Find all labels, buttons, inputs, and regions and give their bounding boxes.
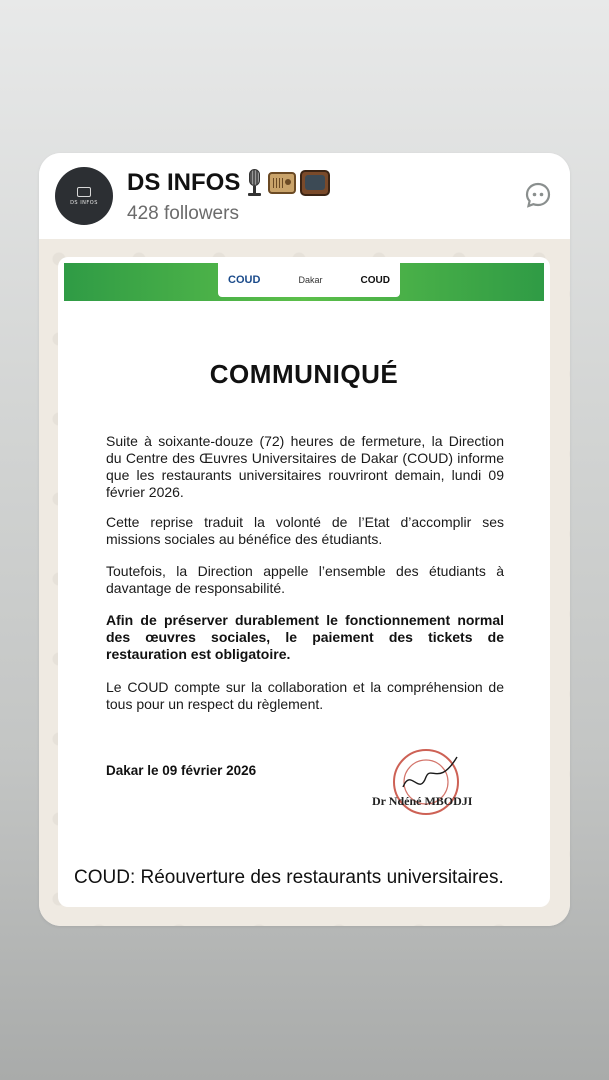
coud-logo-right: COUD xyxy=(360,274,390,286)
channel-emojis xyxy=(244,169,330,197)
emoji-reaction-icon[interactable] xyxy=(524,181,552,209)
television-icon xyxy=(300,170,330,196)
place-and-date: Dakar le 09 février 2026 xyxy=(106,763,257,778)
camera-icon xyxy=(77,187,91,197)
coud-logo: COUD xyxy=(228,274,261,286)
dakar-logo-text: Dakar xyxy=(298,275,323,285)
message-caption: COUD: Réouverture des restaurants universitaires. xyxy=(74,867,504,888)
signatory-name: Dr Ndéné MBODJI xyxy=(372,794,473,808)
channel-header xyxy=(39,153,570,239)
document-title: COMMUNIQUÉ xyxy=(209,359,399,389)
logo-strip xyxy=(218,263,400,297)
channel-title[interactable] xyxy=(127,169,330,197)
paragraph-state-missions: Cette reprise traduit la volonté de l’Etat d’accomplir ses missions sociales au bénéfice des étudiants. xyxy=(106,514,504,547)
paragraph-reopening: Suite à soixante-douze (72) heures de fermeture, la Direction du Centre des Œuvres Universitaires de Dakar (COUD) informe que les restaurants universitaires rouvriront demain, lundi 09 février 2026. xyxy=(106,433,504,500)
microphone-icon xyxy=(244,169,264,197)
followers-count: 428 followers xyxy=(127,203,239,224)
communique-image[interactable] xyxy=(64,263,544,853)
channel-name: DS INFOS xyxy=(127,169,241,196)
paragraph-collaboration: Le COUD compte sur la collaboration et la compréhension de tous pour un respect du règlement. xyxy=(106,679,504,712)
channel-avatar[interactable] xyxy=(55,167,113,225)
paragraph-responsibility: Toutefois, la Direction appelle l’ensemble des étudiants à davantage de responsabilité. xyxy=(106,563,504,596)
channel-post-card xyxy=(39,153,570,926)
message-feed xyxy=(39,239,570,926)
radio-icon xyxy=(268,172,296,194)
message-bubble[interactable] xyxy=(58,257,550,907)
avatar-label: DS INFOS xyxy=(70,199,98,206)
paragraph-payment-notice: Afin de préserver durablement le fonctionnement normal des œuvres sociales, le paiement des tickets de restauration est obligatoire. xyxy=(106,612,504,662)
